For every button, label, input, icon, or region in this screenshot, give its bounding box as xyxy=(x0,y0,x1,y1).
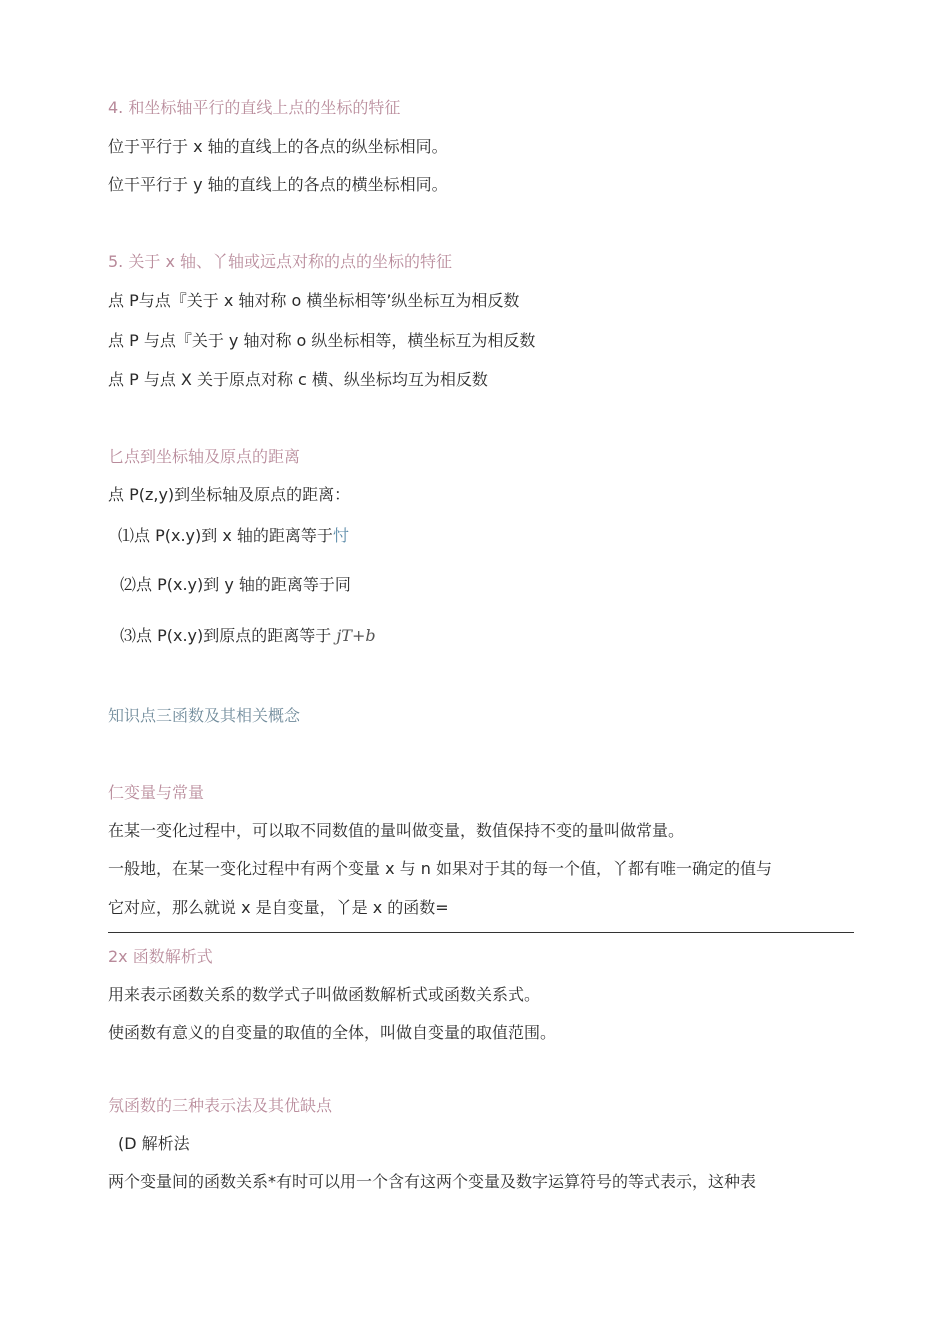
section-5-line-3: 点 P 与点 X 关于原点对称 c 横、纵坐标均互为相反数 xyxy=(108,370,488,389)
analytic-method-line: 两个变量间的函数关系*有时可以用一个含有这两个变量及数字运算符号的等式表示，这种表 xyxy=(108,1172,757,1191)
function-expression-line-1: 用来表示函数关系的数学式子叫做函数解析式或函数关系式。 xyxy=(108,985,541,1004)
variables-line-3: 它对应，那么就说 x 是自变量，丫是 x 的函数= xyxy=(108,898,449,917)
variables-heading: 仁变量与常量 xyxy=(108,783,205,802)
section-4-heading: 4. 和坐标轴平行的直线上点的坐标的特征 xyxy=(108,98,401,117)
section-5-line-2: 点 P 与点『关于 y 轴对称 o 纵坐标相等，横坐标互为相反数 xyxy=(108,331,536,350)
section-4-line-1: 位于平行于 x 轴的直线上的各点的纵坐标相同。 xyxy=(108,137,448,156)
section-6-heading: 匕点到坐标轴及原点的距离 xyxy=(108,447,301,466)
section-4-line-2: 位干平行于 y 轴的直线上的各点的横坐标相同。 xyxy=(108,175,448,194)
knowledge-point-3-heading: 知识点三函数及其相关概念 xyxy=(108,706,301,725)
section-5-heading: 5. 关于 x 轴、丫轴或远点对称的点的坐标的特征 xyxy=(108,252,452,271)
analytic-method-label: (D 解析法 xyxy=(118,1134,190,1153)
distance-item-1-text: ⑴点 P(x.y)到 x 轴的距离等于 xyxy=(118,526,333,545)
function-expression-line-2: 使函数有意义的自变量的取值的全体，叫做自变量的取值范围。 xyxy=(108,1023,557,1042)
function-expression-heading: 2x 函数解析式 xyxy=(108,947,213,966)
distance-item-3-text: ⑶点 P(x.y)到原点的距离等于 xyxy=(120,626,332,645)
representations-heading: 氖函数的三种表示法及其优缺点 xyxy=(108,1096,333,1115)
distance-item-2 xyxy=(120,574,351,596)
horizontal-divider xyxy=(108,932,854,933)
variables-line-2: 一般地，在某一变化过程中有两个变量 x 与 n 如果对于其的每一个值，丫都有唯一确定的值与 xyxy=(108,859,772,878)
distance-formula: jT+b xyxy=(336,626,376,645)
variables-line-1: 在某一变化过程中，可以取不同数值的量叫做变量，数值保持不变的量叫做常量。 xyxy=(108,821,685,840)
distance-item-2-text: ⑵点 P(x.y)到 y 轴的距离等于同 xyxy=(120,575,351,594)
section-6-intro: 点 P(z,y)到坐标轴及原点的距离： xyxy=(108,485,351,504)
section-5-line-1: 点 P与点『关于 x 轴对称 o 横坐标相等’纵坐标互为相反数 xyxy=(108,291,520,310)
distance-item-1-value: 忖 xyxy=(332,526,349,545)
distance-item-1 xyxy=(118,525,349,547)
distance-item-3 xyxy=(120,625,376,647)
